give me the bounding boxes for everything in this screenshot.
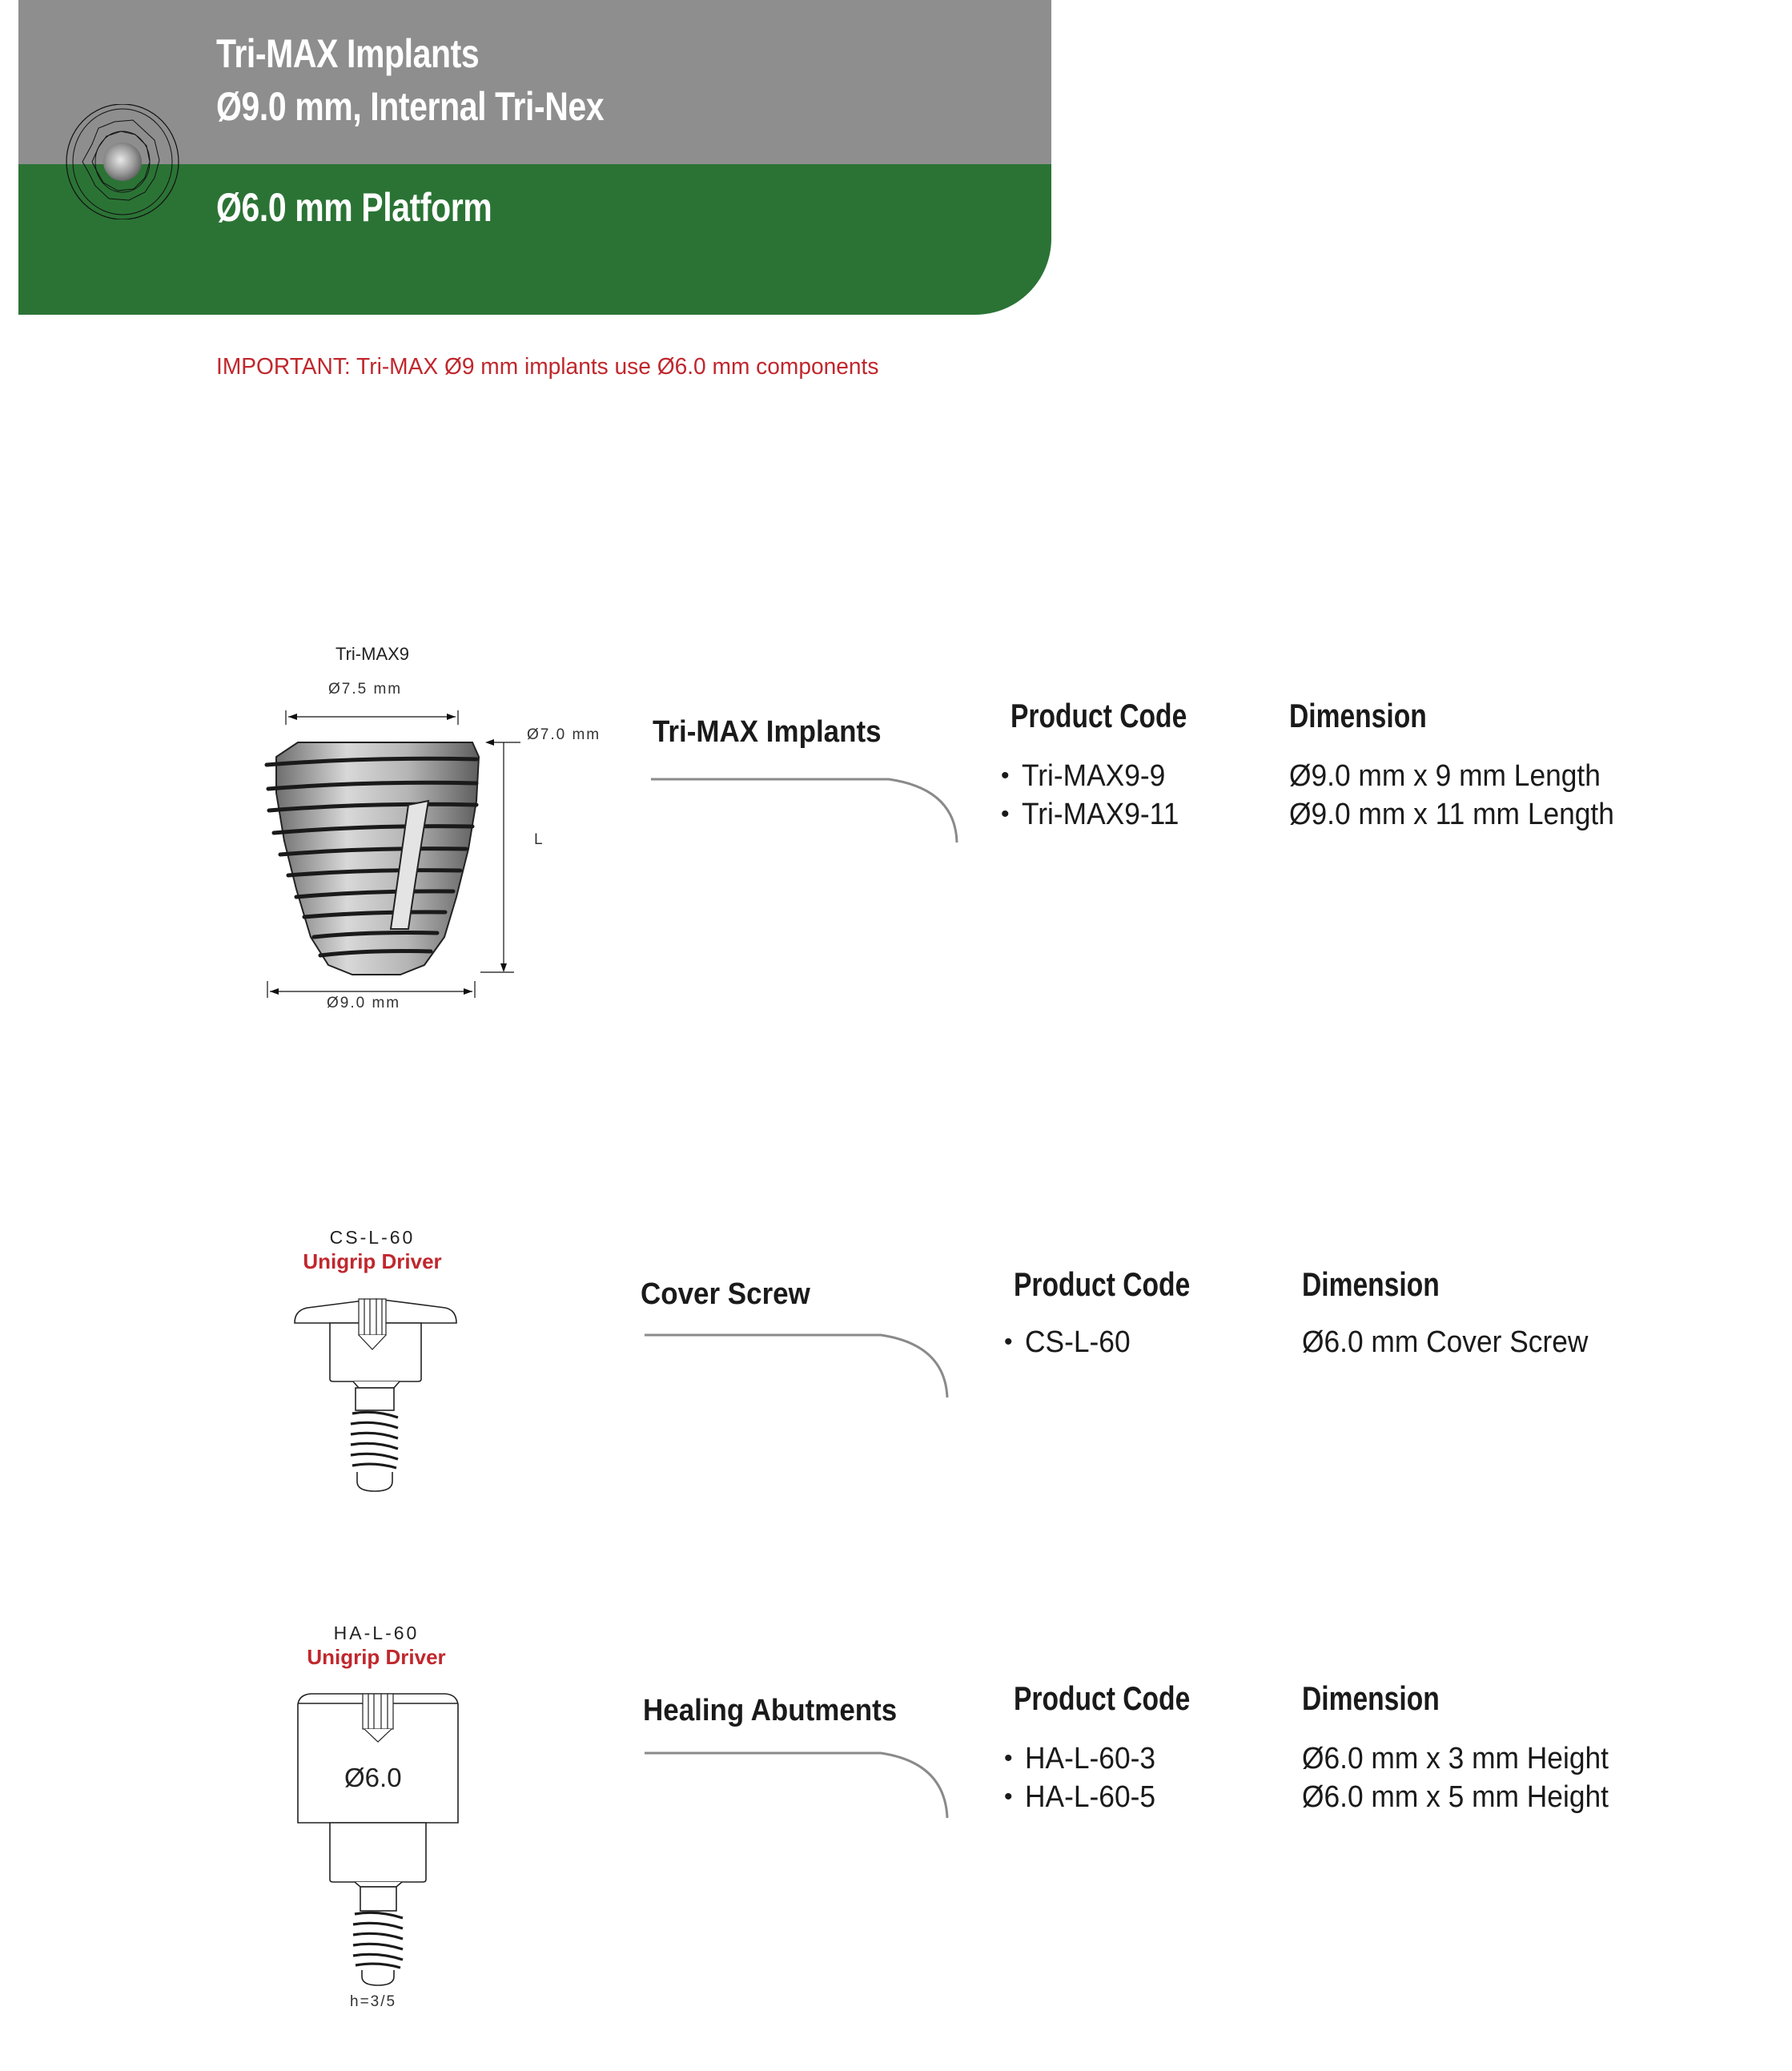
section-divider-curve (649, 769, 969, 849)
product-code: HA-L-60-5 (1025, 1780, 1156, 1814)
column-header-product-code: Product Code (1014, 1679, 1191, 1717)
column-header-product-code: Product Code (1011, 697, 1187, 734)
dimension: Ø6.0 mm x 5 mm Height (1302, 1780, 1609, 1814)
section-title-implants: Tri-MAX Implants (653, 715, 882, 749)
column-header-dimension: Dimension (1289, 697, 1427, 734)
cover-screw-driver-label: Unigrip Driver (303, 1249, 442, 1273)
healing-abutment-code-label: HA-L-60 (333, 1623, 420, 1643)
implant-top-view-icon (65, 104, 180, 219)
bullet-icon: • (1001, 801, 1010, 827)
healing-abutment-drawing (288, 1686, 472, 1990)
abutment-diameter-label: Ø6.0 (344, 1763, 402, 1792)
page-title-line2: Ø9.0 mm, Internal Tri-Nex (216, 84, 605, 129)
product-code: CS-L-60 (1025, 1325, 1131, 1359)
dimension: Ø9.0 mm x 9 mm Length (1289, 759, 1601, 793)
abutment-height-label: h=3/5 (350, 1993, 397, 2010)
drawing-name: Tri-MAX9 (335, 644, 410, 664)
section-title-cover-screw: Cover Screw (641, 1277, 810, 1311)
cover-screw-code-label: CS-L-60 (329, 1227, 416, 1248)
top-diameter-label: Ø7.5 mm (328, 681, 403, 698)
healing-abutment-driver-label: Unigrip Driver (307, 1645, 446, 1669)
platform-diameter-label: Ø7.0 mm (527, 726, 601, 743)
dimension: Ø6.0 mm x 3 mm Height (1302, 1742, 1609, 1775)
length-label: L (534, 831, 544, 848)
column-header-product-code: Product Code (1014, 1265, 1191, 1303)
product-code: Tri-MAX9-9 (1022, 759, 1166, 793)
cover-screw-drawing (288, 1289, 464, 1498)
page-title-line1: Tri-MAX Implants (216, 31, 480, 76)
bullet-icon: • (1004, 1329, 1013, 1355)
platform-title: Ø6.0 mm Platform (216, 185, 492, 230)
bullet-icon: • (1001, 762, 1010, 789)
bullet-icon: • (1004, 1745, 1013, 1771)
dimension: Ø9.0 mm x 11 mm Length (1289, 798, 1614, 831)
product-code: Tri-MAX9-11 (1022, 798, 1179, 831)
column-header-dimension: Dimension (1302, 1679, 1440, 1717)
implant-drawing (256, 697, 561, 1001)
important-notice: IMPORTANT: Tri-MAX Ø9 mm implants use Ø6.0 mm components (216, 354, 879, 380)
column-header-dimension: Dimension (1302, 1265, 1440, 1303)
bottom-diameter-label: Ø9.0 mm (327, 995, 401, 1011)
section-divider-curve (637, 1325, 957, 1405)
dimension: Ø6.0 mm Cover Screw (1302, 1325, 1589, 1359)
section-divider-curve (637, 1744, 957, 1824)
bullet-icon: • (1004, 1783, 1013, 1810)
product-code: HA-L-60-3 (1025, 1742, 1156, 1775)
section-title-healing-abutments: Healing Abutments (643, 1694, 898, 1727)
